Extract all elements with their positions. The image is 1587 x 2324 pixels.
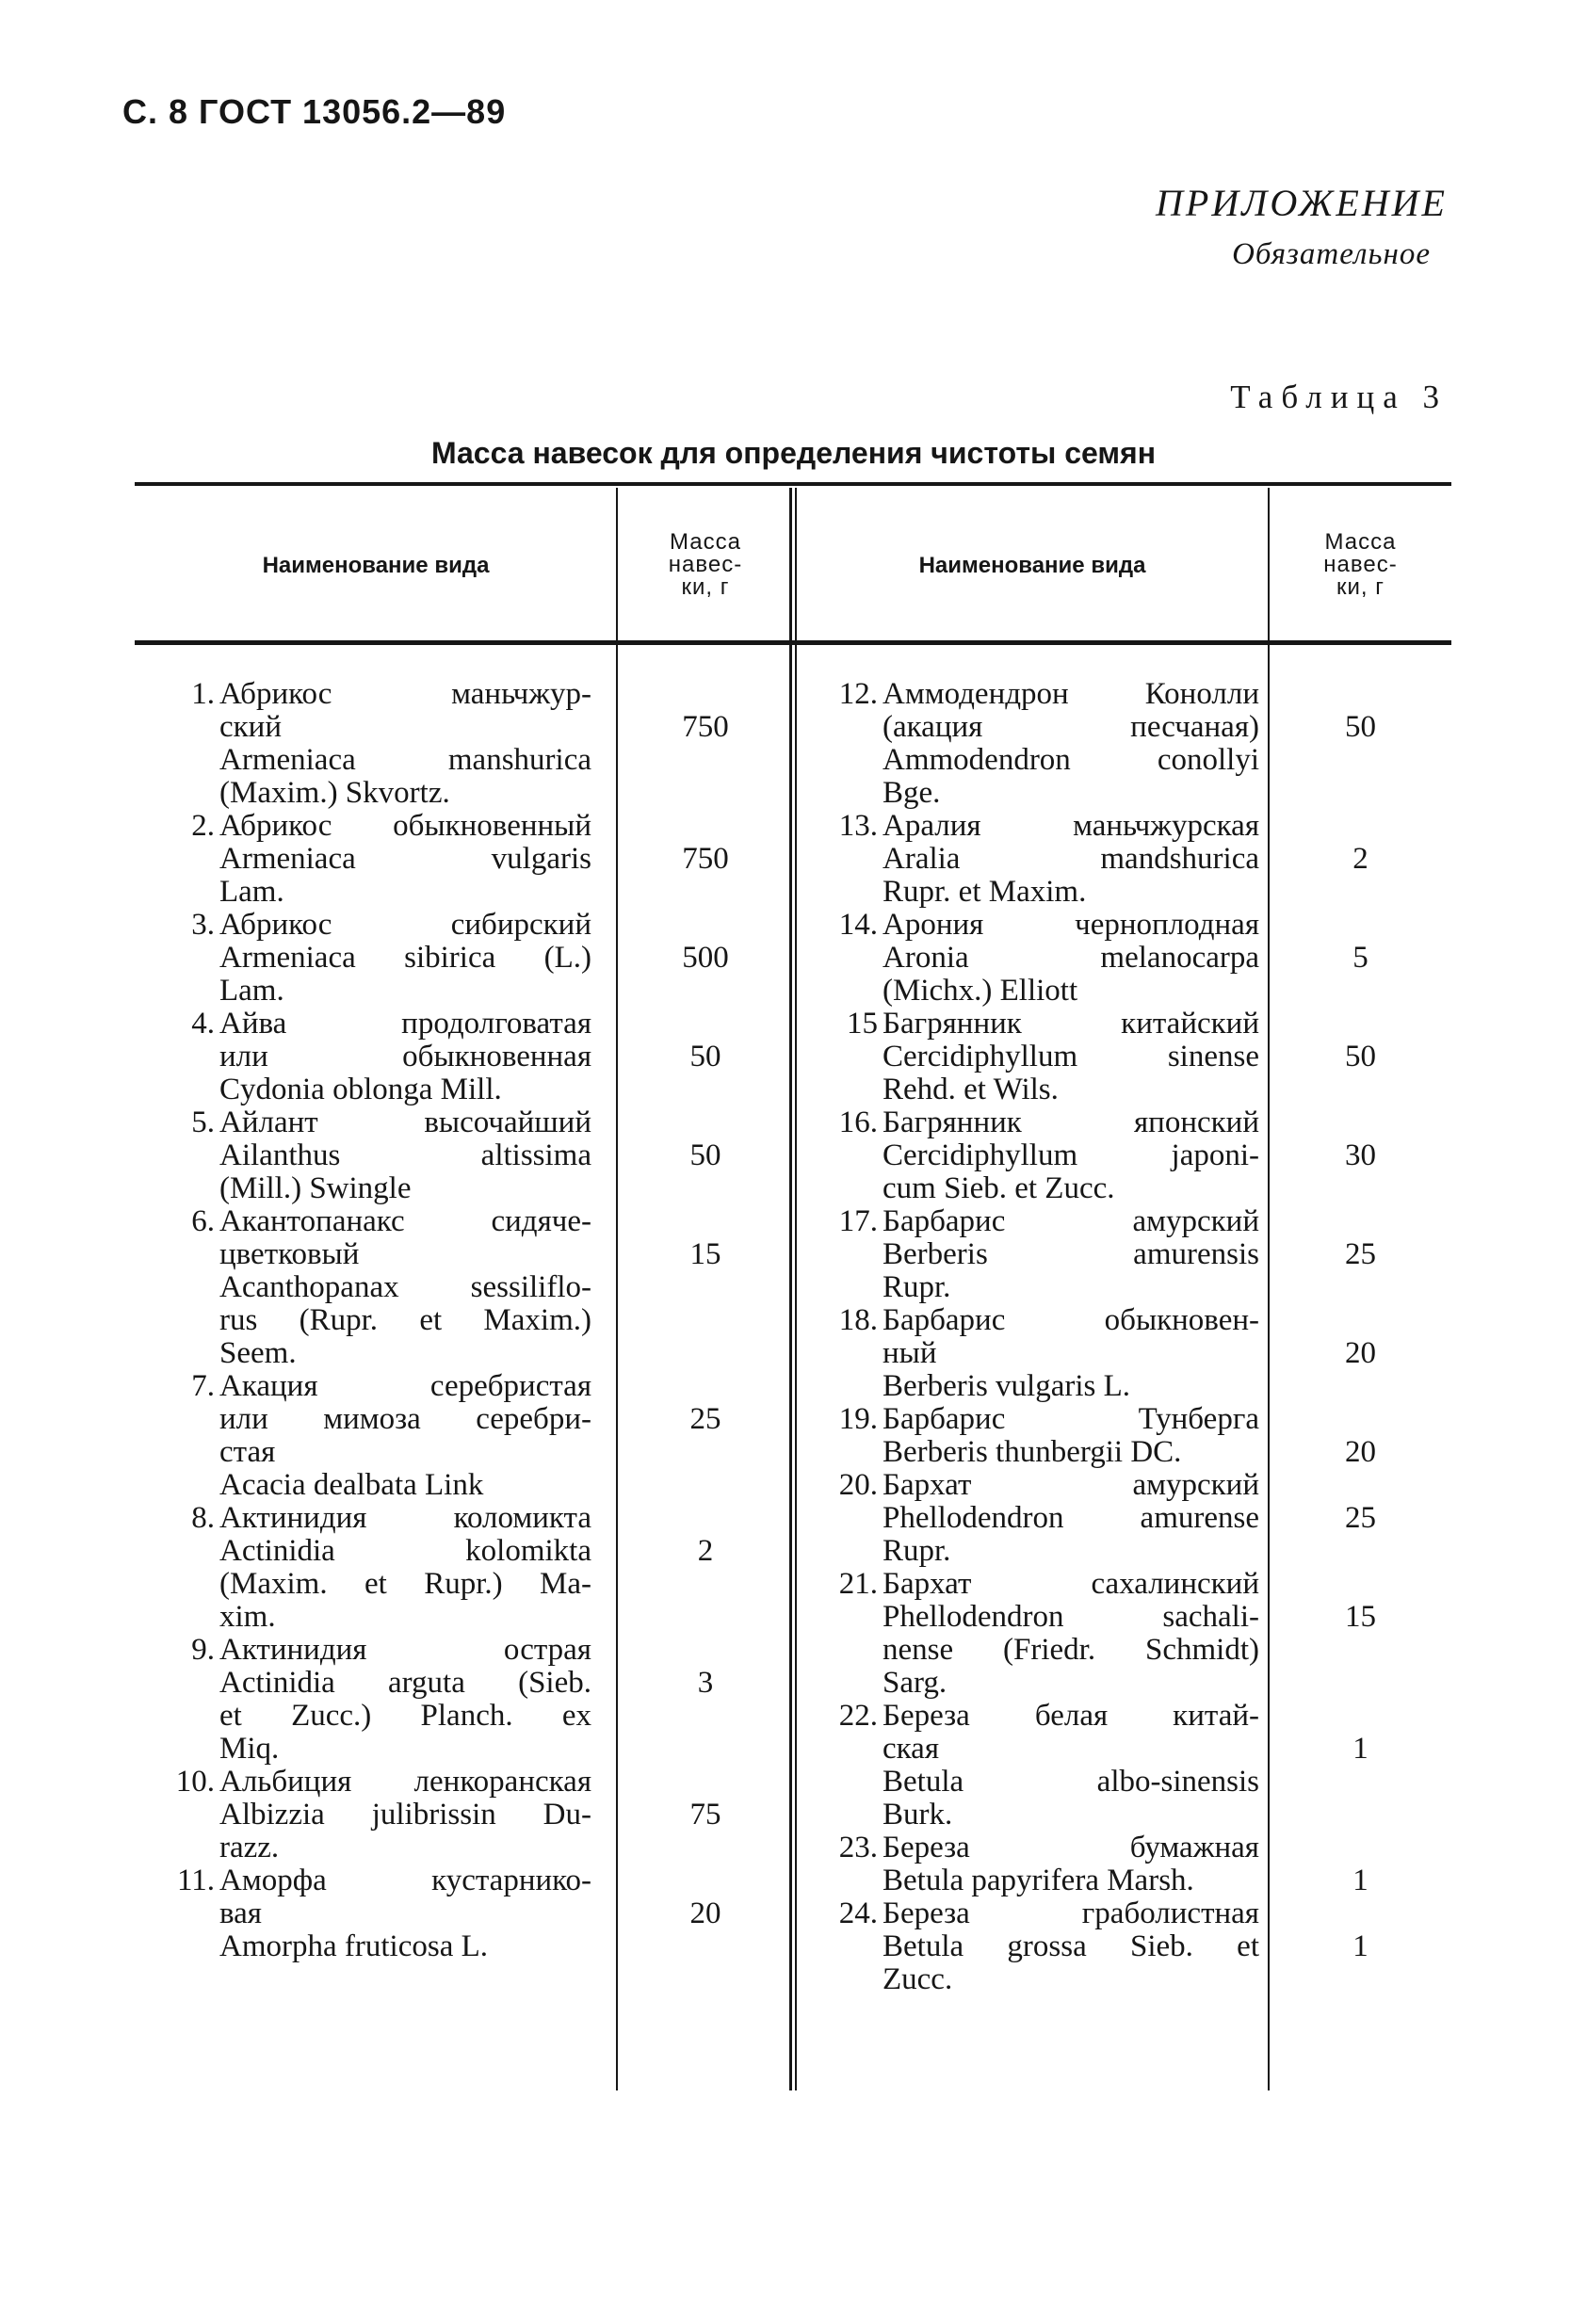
species-name-continuation: Armeniaca vulgaris	[219, 843, 591, 876]
species-name-continuation: ская	[883, 1733, 940, 1766]
mass-value: 50	[1345, 1040, 1376, 1073]
species-name-continuation: ный	[883, 1337, 937, 1370]
entry-number: 20.	[838, 1468, 878, 1502]
mass-value: 750	[682, 710, 729, 744]
species-name-continuation: (акация песчаная)	[883, 711, 1259, 744]
mass-value: 50	[689, 1040, 721, 1073]
species-name-continuation: Cydonia oblonga Mill.	[219, 1073, 502, 1106]
entry-number: 13.	[838, 809, 878, 843]
species-name-line: Абрикос сибирский	[219, 909, 591, 942]
species-name-continuation: вая	[219, 1897, 262, 1930]
species-name-continuation: (Mill.) Swingle	[219, 1172, 412, 1205]
species-name-continuation: Cercidiphyllum sinense	[883, 1041, 1259, 1073]
mass-value: 750	[682, 842, 729, 876]
mass-value: 15	[689, 1237, 721, 1271]
species-name-continuation: Sarg.	[883, 1667, 947, 1700]
species-name-line: Барбарис Тунберга	[883, 1403, 1259, 1436]
species-name-continuation: Betula papyrifera Marsh.	[883, 1864, 1194, 1897]
entry-number: 16.	[838, 1106, 878, 1139]
species-name-continuation: Armeniaca manshurica	[219, 744, 591, 777]
table-title: Масса навесок для определения чистоты семян	[430, 436, 1157, 470]
mass-value: 1	[1352, 1929, 1368, 1963]
entry-number: 11.	[176, 1864, 215, 1897]
species-name-line: Арония черноплодная	[883, 909, 1259, 942]
entry-number: 6.	[191, 1204, 215, 1238]
species-name-continuation: Betula grossa Sieb. et	[883, 1930, 1259, 1963]
species-name-line: Береза белая китай-	[883, 1700, 1259, 1733]
species-name-continuation: Actinidia kolomikta	[219, 1535, 591, 1568]
species-name-continuation: Burk.	[883, 1799, 953, 1832]
species-name-line: Альбиция ленкоранская	[219, 1766, 591, 1799]
species-name-line: Абрикос обыкновенный	[219, 810, 591, 843]
species-name-line: Багрянник японский	[883, 1106, 1259, 1139]
species-name-line: Аморфа кустарнико-	[219, 1864, 591, 1897]
species-name-continuation: Acacia dealbata Link	[219, 1469, 484, 1502]
species-name-line: Барбарис обыкновен-	[883, 1304, 1259, 1337]
table-header-rule	[135, 640, 1451, 645]
mass-value: 1	[1352, 1732, 1368, 1766]
appendix-title: ПРИЛОЖЕНИЕ	[1156, 182, 1448, 224]
mass-value: 5	[1352, 941, 1368, 975]
mass-value: 20	[689, 1896, 721, 1930]
species-name-line: Актинидия острая	[219, 1634, 591, 1667]
species-name-line: Багрянник китайский	[883, 1008, 1259, 1041]
species-name-continuation: Ailanthus altissima	[219, 1139, 591, 1172]
mass-value: 25	[1345, 1501, 1376, 1535]
entry-number: 14.	[838, 908, 878, 942]
entry-number: 4.	[191, 1007, 215, 1041]
species-name-continuation: Berberis amurensis	[883, 1238, 1259, 1271]
mass-value: 2	[1352, 842, 1368, 876]
mass-value: 20	[1345, 1336, 1376, 1370]
species-name-continuation: Bge.	[883, 777, 941, 810]
mass-value: 3	[697, 1666, 714, 1700]
species-name-continuation: Aronia melanocarpa	[883, 942, 1259, 975]
column-divider	[616, 488, 618, 2090]
entry-number: 2.	[191, 809, 215, 843]
mass-value: 25	[1345, 1237, 1376, 1271]
species-name-continuation: Seem.	[219, 1337, 297, 1370]
species-name-continuation: (Maxim.) Skvortz.	[219, 777, 450, 810]
species-name-line: Бархат сахалинский	[883, 1568, 1259, 1601]
species-name-continuation: nense (Friedr. Schmidt)	[883, 1634, 1259, 1667]
mass-value: 2	[697, 1534, 714, 1568]
entry-number: 17.	[838, 1204, 878, 1238]
species-name-line: Аралия маньчжурская	[883, 810, 1259, 843]
species-name-continuation: Actinidia arguta (Sieb.	[219, 1667, 591, 1700]
header-name-right: Наименование вида	[918, 552, 1146, 578]
mass-value: 15	[1345, 1600, 1376, 1634]
species-name-continuation: Rehd. et Wils.	[883, 1073, 1059, 1106]
entry-number: 1.	[191, 677, 215, 711]
species-name-continuation: Cercidiphyllum japoni-	[883, 1139, 1259, 1172]
species-name-line: Абрикос маньчжур-	[219, 678, 591, 711]
species-name-continuation: Ammodendron conollyi	[883, 744, 1259, 777]
species-name-continuation: Amorpha fruticosa L.	[219, 1930, 488, 1963]
entry-number: 5.	[191, 1106, 215, 1139]
species-name-continuation: Berberis vulgaris L.	[883, 1370, 1131, 1403]
mass-value: 500	[682, 941, 729, 975]
table-label: Таблица 3	[1230, 379, 1448, 415]
species-name-continuation: et Zucc.) Planch. ex	[219, 1700, 591, 1733]
mass-value: 50	[1345, 710, 1376, 744]
species-name-line: Акантопанакс сидяче-	[219, 1205, 591, 1238]
species-name-continuation: Berberis thunbergii DC.	[883, 1436, 1182, 1469]
entry-number: 7.	[191, 1369, 215, 1403]
header-mass-right: Масса навес- ки, г	[1323, 529, 1398, 600]
species-name-continuation: Miq.	[219, 1733, 280, 1766]
entry-number: 10.	[175, 1765, 215, 1799]
entry-number: 19.	[838, 1402, 878, 1436]
species-name-continuation: стая	[219, 1436, 276, 1469]
species-name-continuation: Armeniaca sibirica (L.)	[219, 942, 591, 975]
entry-number: 9.	[191, 1633, 215, 1667]
species-name-line: Бархат амурский	[883, 1469, 1259, 1502]
species-name-line: Береза бумажная	[883, 1832, 1259, 1864]
mass-value: 75	[689, 1798, 721, 1832]
column-divider	[789, 488, 792, 2090]
header-mass-left: Масса навес- ки, г	[668, 529, 743, 600]
appendix-note: Обязательное	[1232, 237, 1431, 271]
species-name-continuation: или обыкновенная	[219, 1041, 591, 1073]
species-name-line: Береза граболистная	[883, 1897, 1259, 1930]
species-name-continuation: Zucc.	[883, 1963, 953, 1996]
mass-value: 25	[689, 1402, 721, 1436]
species-name-continuation: Albizzia julibrissin Du-	[219, 1799, 591, 1832]
species-name-continuation: Rupr.	[883, 1535, 951, 1568]
entry-number: 18.	[838, 1303, 878, 1337]
species-name-continuation: Phellodendron amurense	[883, 1502, 1259, 1535]
species-name-continuation: Betula albo-sinensis	[883, 1766, 1259, 1799]
species-name-continuation: Aralia mandshurica	[883, 843, 1259, 876]
species-name-continuation: cum Sieb. et Zucc.	[883, 1172, 1115, 1205]
table-top-rule	[135, 482, 1451, 486]
species-name-continuation: (Michx.) Elliott	[883, 975, 1078, 1008]
entry-number: 22.	[838, 1699, 878, 1733]
column-divider	[1268, 488, 1270, 2090]
species-name-continuation: Acanthopanax sessiliflo-	[219, 1271, 591, 1304]
species-name-continuation: Lam.	[219, 975, 284, 1008]
species-name-continuation: (Maxim. et Rupr.) Ma-	[219, 1568, 591, 1601]
species-name-continuation: цветковый	[219, 1238, 360, 1271]
species-name-continuation: Lam.	[219, 876, 284, 909]
species-name-continuation: Rupr.	[883, 1271, 951, 1304]
mass-value: 1	[1352, 1864, 1368, 1897]
entry-number: 3.	[191, 908, 215, 942]
entry-number: 8.	[191, 1501, 215, 1535]
column-divider	[795, 488, 797, 2090]
entry-number: 21.	[838, 1567, 878, 1601]
species-name-continuation: xim.	[219, 1601, 276, 1634]
entry-number: 12.	[838, 677, 878, 711]
species-name-continuation: Rupr. et Maxim.	[883, 876, 1087, 909]
page-header: С. 8 ГОСТ 13056.2—89	[122, 92, 507, 131]
species-name-line: Айлант высочайший	[219, 1106, 591, 1139]
species-name-continuation: или мимоза серебри-	[219, 1403, 591, 1436]
species-name-line: Барбарис амурский	[883, 1205, 1259, 1238]
entry-number: 23.	[838, 1831, 878, 1864]
mass-value: 50	[689, 1138, 721, 1172]
entry-number: 24.	[838, 1896, 878, 1930]
species-name-line: Айва продолговатая	[219, 1008, 591, 1041]
species-name-line: Актинидия коломикта	[219, 1502, 591, 1535]
species-name-continuation: ский	[219, 711, 282, 744]
mass-value: 30	[1345, 1138, 1376, 1172]
entry-number: 15	[847, 1007, 878, 1041]
header-name-left: Наименование вида	[262, 552, 490, 578]
species-name-line: Аммодендрон Конолли	[883, 678, 1259, 711]
species-name-line: Акация серебристая	[219, 1370, 591, 1403]
species-name-continuation: rus (Rupr. et Maxim.)	[219, 1304, 591, 1337]
species-name-continuation: Phellodendron sachali-	[883, 1601, 1259, 1634]
species-name-continuation: razz.	[219, 1832, 280, 1864]
mass-value: 20	[1345, 1435, 1376, 1469]
